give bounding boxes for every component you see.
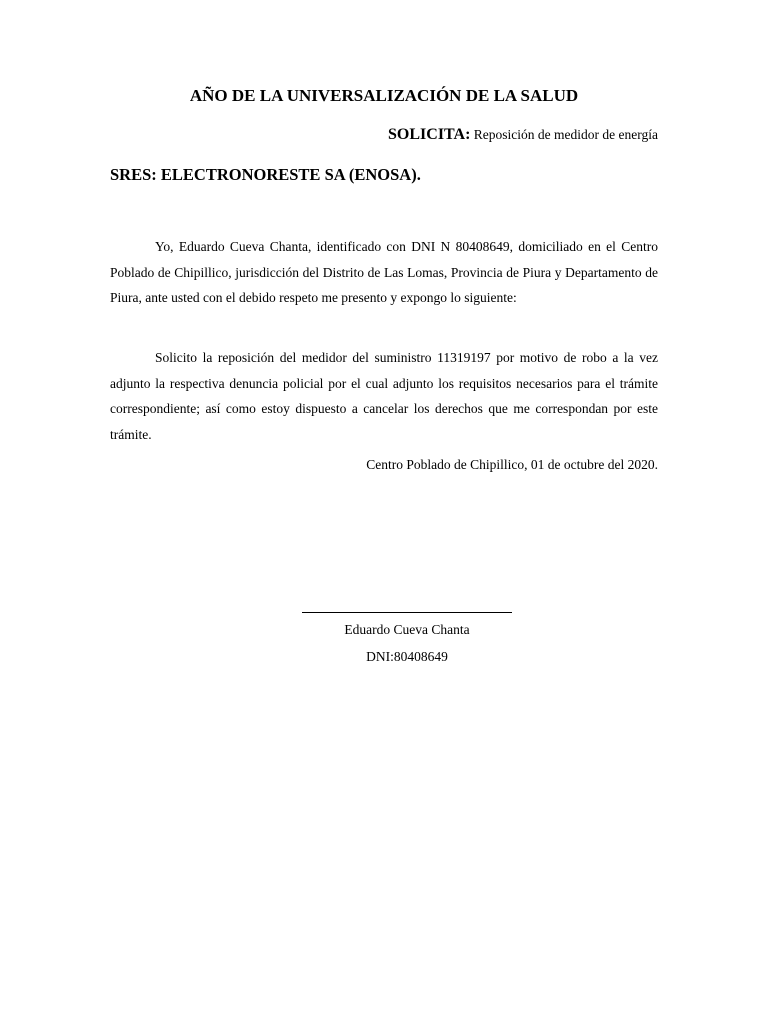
body-paragraph-1: Yo, Eduardo Cueva Chanta, identificado con DNI N 80408649, domiciliado en el Centro Poblado de Chipillico, jurisdicción del Distrito de Las Lomas, Provincia de Piura y Departamento de Piura, ante usted con el debido respeto me presento y expongo lo siguiente: [110, 239, 658, 305]
addressee: SRES: ELECTRONORESTE SA (ENOSA). [110, 165, 421, 184]
body-paragraph-2: Solicito la reposición del medidor del suministro 11319197 por motivo de robo a la vez adjunto la respectiva denuncia policial por el cual adjunto los requisitos necesarios para el trámite correspondiente; así como estoy dispuesto a cancelar los derechos que me correspondan por este trámite. [110, 350, 658, 442]
date-line: Centro Poblado de Chipillico, 01 de octubre del 2020. [366, 457, 658, 472]
solicita-label: SOLICITA: [388, 126, 471, 143]
signer-name: Eduardo Cueva Chanta [344, 622, 470, 637]
solicita-line [388, 126, 658, 144]
signer-dni: DNI:80408649 [366, 649, 448, 664]
document-header-year: AÑO DE LA UNIVERSALIZACIÓN DE LA SALUD [189, 86, 579, 105]
signature-line [302, 612, 512, 613]
solicita-text: Reposición de medidor de energía [473, 127, 658, 142]
